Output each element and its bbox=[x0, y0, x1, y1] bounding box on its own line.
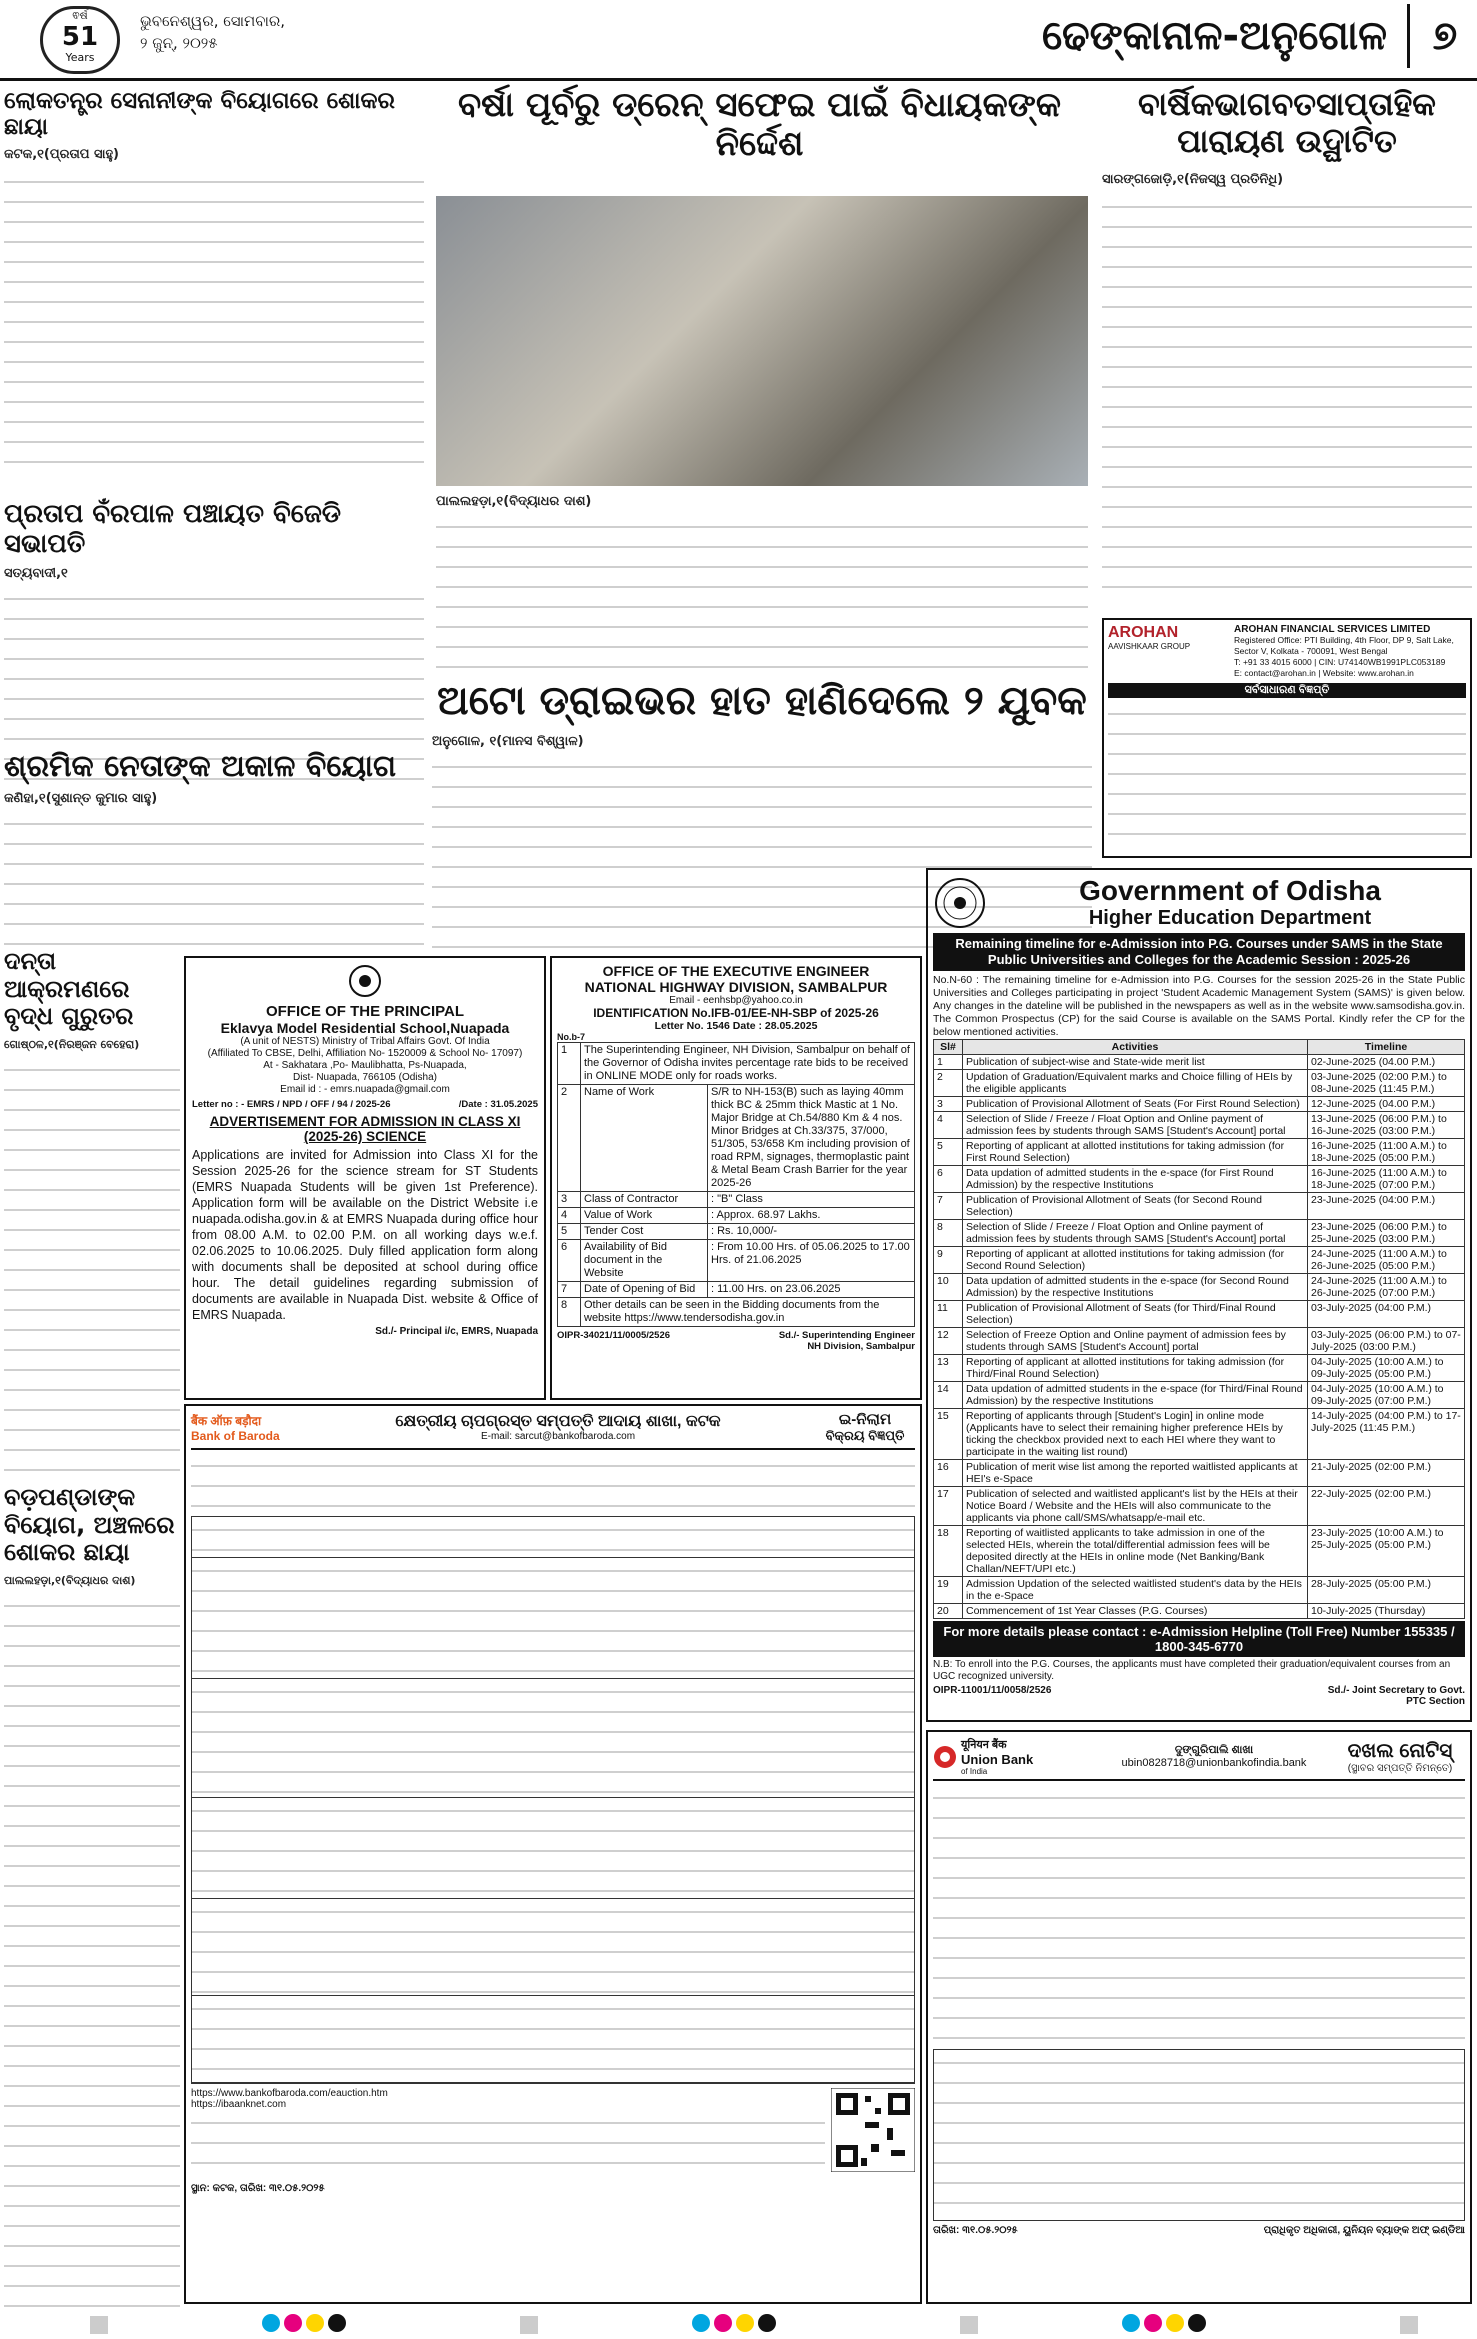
timeline-row bbox=[934, 1409, 1465, 1460]
arohan-brand: AROHAN bbox=[1108, 624, 1179, 641]
timeline-sl: 7 bbox=[934, 1193, 963, 1220]
timeline-sl: 15 bbox=[934, 1409, 963, 1460]
story-1 bbox=[4, 88, 424, 469]
timeline-activity: Commencement of 1st Year Classes (P.G. Courses) bbox=[963, 1604, 1308, 1619]
timeline-sl: 19 bbox=[934, 1577, 963, 1604]
timeline-activity: Reporting of applicants through [Student's Login] in online mode (Applicants have to select their remaining higher preference HEIs by ticking the checkbox provided next to each HEI where they want to participate in the waiting list round) bbox=[963, 1409, 1308, 1460]
arohan-contact: T: +91 33 4015 6000 | CIN: U74140WB1991PLC053189 bbox=[1234, 657, 1446, 667]
reg-yellow-1 bbox=[306, 2314, 324, 2332]
reg-black-2 bbox=[758, 2314, 776, 2332]
nh-row-number: 3 bbox=[558, 1192, 581, 1208]
arohan-notice-title: ସର୍ବସାଧାରଣ ବିଜ୍ଞପ୍ତି bbox=[1108, 683, 1466, 698]
timeline-activity: Reporting of applicant at allotted institutions for taking admission (for Second Round Selection) bbox=[963, 1247, 1308, 1274]
nh-sign1: Sd./- Superintending Engineer bbox=[778, 1330, 915, 1341]
nh-row-label: Availability of Bid document in the Website bbox=[581, 1240, 708, 1282]
union-notice-title: ଦଖଲ ନୋଟିସ୍ bbox=[1347, 1739, 1453, 1762]
timeline-activity: Data updation of admitted students in the e-space (for Second Round Admission) by the respective Institutions bbox=[963, 1274, 1308, 1301]
timeline-date: 04-July-2025 (10:00 A.M.) to 09-July-2025 (07:00 P.M.) bbox=[1308, 1382, 1465, 1409]
union-borrower-table bbox=[933, 2049, 1465, 2221]
nh-nb: No.b-7 bbox=[557, 1032, 585, 1042]
nh-email: Email - eenhsbp@yahoo.co.in bbox=[669, 995, 803, 1006]
bob-email: E-mail: sarcut@bankofbaroda.com bbox=[480, 1431, 636, 1442]
nh-table-row bbox=[558, 1085, 915, 1192]
nh-row-text: The Superintending Engineer, NH Division, Sambalpur on behalf of the Governor of Odisha invites percentage rate bids to be received in ONLINE MODE only for roads works. bbox=[581, 1043, 915, 1085]
timeline-row bbox=[934, 1220, 1465, 1247]
dateline bbox=[140, 10, 440, 54]
odisha-code: OIPR-11001/11/0058/2526 bbox=[933, 1685, 1052, 1696]
story-4-title: ପ୍ରତାପ ବଁରପାଳ ପଞ୍ଚାୟତ ବିଜେଡି ସଭାପତି bbox=[4, 499, 342, 559]
story-3-dateline: ସାରଙ୍ଗଜୋଡ଼ି,୧(ନିଜସ୍ୱ ପ୍ରତିନିଧି) bbox=[1102, 171, 1284, 187]
story-7-body bbox=[4, 1057, 180, 1477]
timeline-date: 16-June-2025 (11:00 A.M.) to 18-June-2025 (07:00 P.M.) bbox=[1308, 1166, 1465, 1193]
timeline-activity: Data updation of admitted students in the e-space (for Third/Final Round Admission) by the respective Institutions bbox=[963, 1382, 1308, 1409]
odisha-emblem-icon bbox=[933, 876, 987, 930]
badge-number: 51 bbox=[61, 22, 99, 52]
nh-title1: OFFICE OF THE EXECUTIVE ENGINEER bbox=[602, 963, 870, 979]
reg-square-2 bbox=[520, 2316, 538, 2334]
bob-brand-hi: बैंक ऑफ़ बड़ौदा bbox=[191, 1414, 262, 1428]
emrs-office: OFFICE OF THE PRINCIPAL bbox=[265, 1003, 465, 1020]
timeline-row bbox=[934, 1112, 1465, 1139]
bob-property-row bbox=[192, 1558, 914, 1679]
story-7 bbox=[4, 948, 180, 1477]
timeline-activity: Reporting of applicant at allotted institutions for taking admission (for Third/Final Round Selection) bbox=[963, 1355, 1308, 1382]
reg-black-1 bbox=[328, 2314, 346, 2332]
reg-magenta-2 bbox=[714, 2314, 732, 2332]
nh-row-number: 6 bbox=[558, 1240, 581, 1282]
story-3 bbox=[1102, 86, 1472, 594]
timeline-row bbox=[934, 1193, 1465, 1220]
nh-table-row bbox=[558, 1192, 915, 1208]
timeline-activity: Admission Updation of the selected waitlisted student's data by the HEIs in the e-Space bbox=[963, 1577, 1308, 1604]
timeline-row bbox=[934, 1055, 1465, 1070]
emrs-school: Eklavya Model Residential School,Nuapada bbox=[220, 1020, 510, 1036]
timeline-sl: 16 bbox=[934, 1460, 963, 1487]
nh-row-value: : "B" Class bbox=[708, 1192, 915, 1208]
emrs-email: Email id : - emrs.nuapada@gmail.com bbox=[280, 1084, 450, 1095]
badge-years: Years bbox=[65, 51, 95, 64]
timeline-date: 24-June-2025 (11:00 A.M.) to 26-June-2025 (05:00 P.M.) bbox=[1308, 1247, 1465, 1274]
story-4-dateline: ସତ୍ୟବାଦୀ,୧ bbox=[4, 565, 68, 581]
timeline-activity: Publication of Provisional Allotment of Seats (for Second Round Selection) bbox=[963, 1193, 1308, 1220]
nh-row-value: : Approx. 68.97 Lakhs. bbox=[708, 1208, 915, 1224]
timeline-sl: 2 bbox=[934, 1070, 963, 1097]
timeline-row bbox=[934, 1604, 1465, 1619]
section-title: ଢେଙ୍କାନାଳ-ଅନୁଗୋଳ bbox=[880, 4, 1410, 68]
nh-row-label: Tender Cost bbox=[581, 1224, 708, 1240]
timeline-date: 16-June-2025 (11:00 A.M.) to 18-June-2025 (05:00 P.M.) bbox=[1308, 1139, 1465, 1166]
timeline-row bbox=[934, 1070, 1465, 1097]
story-1-title: ଲୋକତନ୍ତ୍ର ସେନାନୀଙ୍କ ବିୟୋଗରେ ଶୋକର ଛାୟା bbox=[4, 88, 395, 141]
emrs-letter: Letter no : - EMRS / NPD / OFF / 94 / 2025-26 bbox=[192, 1099, 391, 1110]
union-brand-sub: of India bbox=[961, 1767, 988, 1776]
col-sl: Sl# bbox=[934, 1040, 963, 1055]
bob-property-table bbox=[191, 1516, 915, 2084]
arohan-name: AROHAN FINANCIAL SERVICES LIMITED bbox=[1234, 624, 1431, 635]
bob-property-row bbox=[192, 1798, 914, 1899]
odisha-nb: N.B: To enroll into the P.G. Courses, the applicants must have completed their graduation/equivalent courses from an UGC recognized university. bbox=[933, 1659, 1451, 1682]
nh-sign2: NH Division, Sambalpur bbox=[807, 1341, 915, 1352]
timeline-row bbox=[934, 1166, 1465, 1193]
story-3-title: ବାର୍ଷିକଭାଗବତସାପ୍ତାହିକ ପାରାୟଣ ଉଦ୍ଘାଟିତ bbox=[1138, 85, 1436, 160]
timeline-sl: 17 bbox=[934, 1487, 963, 1526]
story-7-dateline: ଗୋଷ୍ଠଳ,୧(ନିରଞ୍ଜନ ବେହେରା) bbox=[4, 1037, 140, 1051]
timeline-row bbox=[934, 1247, 1465, 1274]
reg-cyan-1 bbox=[262, 2314, 280, 2332]
story-5-title: ଅଟୋ ଡ୍ରାଇଭର ହାତ ହାଣିଦେଲେ ୨ ଯୁବକ bbox=[437, 678, 1087, 724]
timeline-activity: Publication of selected and waitlisted applicant's list by the HEIs at their Notice Board / Website and the HEIs will also communicate to the applicants via phone call/SMS/whatsapp/e-mail etc. bbox=[963, 1487, 1308, 1526]
arohan-body bbox=[1108, 701, 1466, 851]
date-city: ଭୁବନେଶ୍ୱର, ସୋମବାର, bbox=[140, 12, 286, 30]
bob-property-row bbox=[192, 1517, 914, 1558]
nh-row-label: Value of Work bbox=[581, 1208, 708, 1224]
reg-yellow-2 bbox=[736, 2314, 754, 2332]
anniversary-badge bbox=[40, 6, 120, 74]
timeline-date: 23-June-2025 (06:00 P.M.) to 25-June-2025 (03:00 P.M.) bbox=[1308, 1220, 1465, 1247]
timeline-activity: Reporting of applicant at allotted institutions for taking admission (for First Round Selection) bbox=[963, 1139, 1308, 1166]
nh-table bbox=[557, 1042, 915, 1327]
story-6-body bbox=[4, 811, 424, 961]
story-1-body bbox=[4, 169, 424, 469]
bob-branch: କ୍ଷେତ୍ରୀୟ ଚାପଗ୍ରସ୍ତ ସମ୍ପତ୍ତି ଆଦାୟ ଶାଖା, କଟକ bbox=[395, 1413, 721, 1430]
timeline-activity: Selection of Freeze Option and Online payment of admission fees by students through SAMS [Student's Account] portal bbox=[963, 1328, 1308, 1355]
reg-square-1 bbox=[90, 2316, 108, 2334]
union-sign: ପ୍ରାଧିକୃତ ଅଧିକାରୀ, ୟୁନିୟନ ବ୍ୟାଙ୍କ ଅଫ୍ ଇଣ୍ଡିଆ bbox=[1263, 2225, 1465, 2236]
reg-magenta-1 bbox=[284, 2314, 302, 2332]
timeline-sl: 4 bbox=[934, 1112, 963, 1139]
odisha-timeline-table bbox=[933, 1039, 1465, 1619]
timeline-activity: Selection of Slide / Freeze / Float Option and Online payment of admission fees by students through SAMS [Student's Account] portal bbox=[963, 1220, 1308, 1247]
timeline-sl: 14 bbox=[934, 1382, 963, 1409]
union-email: ubin0828718@unionbankofindia.bank bbox=[1121, 1757, 1307, 1769]
nh-row-value: : From 10.00 Hrs. of 05.06.2025 to 17.00 Hrs. of 21.06.2025 bbox=[708, 1240, 915, 1282]
timeline-activity: Updation of Graduation/Equivalent marks and Choice filling of HEIs by the eligible applicants bbox=[963, 1070, 1308, 1097]
odisha-ad bbox=[926, 868, 1472, 1722]
story-2 bbox=[432, 86, 1087, 164]
timeline-date: 21-July-2025 (02:00 P.M.) bbox=[1308, 1460, 1465, 1487]
nh-row-number: 5 bbox=[558, 1224, 581, 1240]
emrs-adv-title: ADVERTISEMENT FOR ADMISSION IN CLASS XI (2025-26) SCIENCE bbox=[209, 1114, 521, 1144]
nh-row-label: Date of Opening of Bid bbox=[581, 1282, 708, 1298]
nh-table-row bbox=[558, 1224, 915, 1240]
union-branch: ଦୁଙ୍ଗୁରିପାଲି ଶାଖା bbox=[1174, 1744, 1254, 1756]
timeline-sl: 13 bbox=[934, 1355, 963, 1382]
story-2-text bbox=[436, 492, 1088, 682]
arohan-sub: AAVISHKAAR GROUP bbox=[1108, 642, 1191, 651]
timeline-date: 22-July-2025 (02:00 P.M.) bbox=[1308, 1487, 1465, 1526]
union-brand-hi: यूनियन बैंक bbox=[961, 1739, 1007, 1751]
timeline-activity: Selection of Slide / Freeze / Float Option and Online payment of admission fees by students through SAMS [Student's Account] portal bbox=[963, 1112, 1308, 1139]
emrs-line1: (A unit of NESTS) Ministry of Tribal Affairs Govt. Of India bbox=[240, 1036, 490, 1047]
union-date: ତାରିଖ: ୩୧.୦୫.୨୦୨୫ bbox=[933, 2225, 1018, 2236]
timeline-row bbox=[934, 1328, 1465, 1355]
union-notice-sub: (ସ୍ଥାବର ସମ୍ପତ୍ତି ନିମନ୍ତେ) bbox=[1347, 1762, 1453, 1774]
reg-yellow-3 bbox=[1166, 2314, 1184, 2332]
print-registration-bar bbox=[0, 2314, 1477, 2336]
nh-table-row bbox=[558, 1298, 915, 1327]
timeline-date: 04-July-2025 (10:00 A.M.) to 09-July-2025 (05:00 P.M.) bbox=[1308, 1355, 1465, 1382]
story-3-body bbox=[1102, 194, 1472, 594]
emblem-icon bbox=[348, 964, 382, 998]
story-8 bbox=[4, 1484, 180, 2313]
arohan-office: Registered Office: PTI Building, 4th Floor, DP 9, Salt Lake, Sector V, Kolkata - 700091, West Bengal bbox=[1234, 635, 1454, 656]
bob-intro bbox=[191, 1453, 915, 1513]
arohan-email: E: contact@arohan.in | Website: www.arohan.in bbox=[1234, 668, 1414, 678]
nh-row-label: Name of Work bbox=[581, 1085, 708, 1192]
meeting-photo bbox=[436, 196, 1088, 486]
odisha-gov: Government of Odisha bbox=[1079, 875, 1381, 906]
nh-row-value: S/R to NH-153(B) such as laying 40mm thick BC & 25mm thick Mastic at 1 No. Major Bridge at Ch.54/880 Km & 4 nos. Minor Bridges at Ch.33/375, 37/000, 51/305, 53/658 Km including provision of road RPM, signages, thermoplastic paint & Metal Beam Crash Barrier for the year 2025-26 bbox=[708, 1085, 915, 1192]
timeline-date: 03-July-2025 (06:00 P.M.) to 07-July-2025 (03:00 P.M.) bbox=[1308, 1328, 1465, 1355]
timeline-row bbox=[934, 1355, 1465, 1382]
nh-row-value: : Rs. 10,000/- bbox=[708, 1224, 915, 1240]
union-bank-ad bbox=[926, 1730, 1472, 2304]
timeline-date: 24-June-2025 (11:00 A.M.) to 26-June-2025 (07:00 P.M.) bbox=[1308, 1274, 1465, 1301]
nh-row-text: Other details can be seen in the Bidding documents from the website https://www.tendersodisha.gov.in bbox=[581, 1298, 915, 1327]
reg-square-4 bbox=[1400, 2316, 1418, 2334]
timeline-sl: 10 bbox=[934, 1274, 963, 1301]
odisha-helpline: For more details please contact : e-Admission Helpline (Toll Free) Number 155335 / 1800-345-6770 bbox=[933, 1621, 1465, 1657]
timeline-row bbox=[934, 1301, 1465, 1328]
timeline-sl: 1 bbox=[934, 1055, 963, 1070]
timeline-sl: 5 bbox=[934, 1139, 963, 1166]
reg-cyan-3 bbox=[1122, 2314, 1140, 2332]
timeline-sl: 12 bbox=[934, 1328, 963, 1355]
emrs-line3: At - Sakhatara ,Po- Maulibhatta, Ps-Nuapada, bbox=[263, 1060, 467, 1071]
timeline-date: 03-July-2025 (04:00 P.M.) bbox=[1308, 1301, 1465, 1328]
timeline-date: 23-June-2025 (04:00 P.M.) bbox=[1308, 1193, 1465, 1220]
nh-row-number: 2 bbox=[558, 1085, 581, 1192]
bob-property-row bbox=[192, 1899, 914, 1996]
odisha-dept: Higher Education Department bbox=[1088, 907, 1372, 929]
story-8-dateline: ପାଲଲହଡ଼ା,୧(ବିଦ୍ୟାଧର ଦାଶ) bbox=[4, 1573, 136, 1587]
timeline-row bbox=[934, 1097, 1465, 1112]
story-2-title: ବର୍ଷା ପୂର୍ବରୁ ଡ୍ରେନ୍ ସଫେଇ ପାଇଁ ବିଧାୟକଙ୍କ ନିର୍ଦ୍ଦେଶ bbox=[457, 85, 1062, 165]
emrs-date: /Date : 31.05.2025 bbox=[458, 1099, 538, 1110]
bob-auction-ad bbox=[184, 1404, 922, 2304]
nh-row-number: 8 bbox=[558, 1298, 581, 1327]
timeline-sl: 18 bbox=[934, 1526, 963, 1577]
nh-table-row bbox=[558, 1043, 915, 1085]
timeline-activity: Publication of Provisional Allotment of Seats (For First Round Selection) bbox=[963, 1097, 1308, 1112]
timeline-row bbox=[934, 1487, 1465, 1526]
timeline-date: 12-June-2025 (04.00 P.M.) bbox=[1308, 1097, 1465, 1112]
timeline-activity: Reporting of waitlisted applicants to take admission in one of the selected HEIs, wherein the total/differential admission fees will be deposited directly at the HEIs in online mode (Net Banking/Bank Challan/NEFT/UPI etc.) bbox=[963, 1526, 1308, 1577]
nh-title2: NATIONAL HIGHWAY DIVISION, SAMBALPUR bbox=[584, 979, 888, 995]
story-8-title: ବଡ଼ପଣ୍ଡାଙ୍କ ବିୟୋଗ, ଅଞ୍ଚଳରେ ଶୋକର ଛାୟା bbox=[4, 1483, 175, 1567]
nh-table-row bbox=[558, 1282, 915, 1298]
union-notice-body bbox=[933, 1785, 1465, 2045]
bob-sale-notice: ବିକ୍ରୟ ବିଜ୍ଞପ୍ତି bbox=[825, 1428, 905, 1443]
arohan-ad bbox=[1102, 618, 1472, 858]
union-bank-logo-icon bbox=[933, 1745, 957, 1769]
timeline-sl: 9 bbox=[934, 1247, 963, 1274]
odisha-sign2: PTC Section bbox=[1406, 1696, 1465, 1707]
nh-letter: Letter No. 1546 Date : 28.05.2025 bbox=[654, 1020, 818, 1032]
emrs-ad bbox=[184, 956, 546, 1400]
header-rule bbox=[0, 78, 1477, 81]
reg-cyan-2 bbox=[692, 2314, 710, 2332]
odisha-intro: No.N-60 : The remaining timeline for e-Admission into P.G. Courses for the session 2025-26 in the State Public Universities and Colleges participating in project 'Student Academic Management System (SAMS)' is given below. Any changes in the dateline will be published in the newspapers as well as in the website www.samsodisha.gov.in. The Common Prospectus (CP) for the said Course is available on the SAMS Portal. Kindly refer the CP for the below mentioned activities. bbox=[933, 974, 1465, 1038]
nh-row-value: : 11.00 Hrs. on 23.06.2025 bbox=[708, 1282, 915, 1298]
timeline-date: 14-July-2025 (04:00 P.M.) to 17-July-2025 (11:45 P.M.) bbox=[1308, 1409, 1465, 1460]
nh-code: OIPR-34021/11/0005/2526 bbox=[557, 1330, 671, 1341]
timeline-sl: 8 bbox=[934, 1220, 963, 1247]
timeline-sl: 6 bbox=[934, 1166, 963, 1193]
bob-website2[interactable]: https://ibaanknet.com bbox=[191, 2099, 287, 2110]
bob-brand-en: Bank of Baroda bbox=[191, 1429, 280, 1443]
timeline-date: 23-July-2025 (10:00 A.M.) to 25-July-2025 (05:00 P.M.) bbox=[1308, 1526, 1465, 1577]
col-activities: Activities bbox=[963, 1040, 1308, 1055]
bob-property-row bbox=[192, 1996, 914, 2083]
timeline-activity: Data updation of admitted students in the e-space (for First Round Admission) by the respective Institutions bbox=[963, 1166, 1308, 1193]
timeline-row bbox=[934, 1139, 1465, 1166]
story-6 bbox=[4, 750, 424, 961]
emrs-line2: (Affiliated To CBSE, Delhi, Affiliation No- 1520009 & School No- 17097) bbox=[207, 1048, 523, 1059]
bob-eauction: ଇ-ନିଲାମ bbox=[838, 1411, 892, 1428]
badge-label: ଵର୍ଷ bbox=[72, 9, 88, 22]
timeline-row bbox=[934, 1274, 1465, 1301]
reg-black-3 bbox=[1188, 2314, 1206, 2332]
bob-terms bbox=[191, 2110, 825, 2180]
timeline-activity: Publication of merit wise list among the reported waitlisted applicants at HEI's e-Space bbox=[963, 1460, 1308, 1487]
nh-row-number: 7 bbox=[558, 1282, 581, 1298]
timeline-date: 02-June-2025 (04.00 P.M.) bbox=[1308, 1055, 1465, 1070]
timeline-date: 03-June-2025 (02:00 P.M.) to 08-June-2025 (11:45 P.M.) bbox=[1308, 1070, 1465, 1097]
reg-square-3 bbox=[960, 2316, 978, 2334]
timeline-row bbox=[934, 1526, 1465, 1577]
odisha-sign1: Sd./- Joint Secretary to Govt. bbox=[1327, 1685, 1465, 1696]
nh-row-label: Class of Contractor bbox=[581, 1192, 708, 1208]
reg-magenta-3 bbox=[1144, 2314, 1162, 2332]
nh-table-row bbox=[558, 1240, 915, 1282]
timeline-sl: 11 bbox=[934, 1301, 963, 1328]
timeline-sl: 20 bbox=[934, 1604, 963, 1619]
bob-place: ସ୍ଥାନ: କଟକ, ତାରିଖ: ୩୧.୦୫.୨୦୨୫ bbox=[191, 2183, 325, 2194]
story-1-dateline: କଟକ,୧(ପ୍ରତାପ ସାହୁ) bbox=[4, 146, 119, 162]
nh-row-number: 1 bbox=[558, 1043, 581, 1085]
timeline-row bbox=[934, 1577, 1465, 1604]
story-7-title: ଦନ୍ତା ଆକ୍ରମଣରେ ବୃଦ୍ଧ ଗୁରୁତର bbox=[4, 947, 134, 1031]
nh-ad bbox=[550, 956, 922, 1400]
timeline-row bbox=[934, 1460, 1465, 1487]
emrs-body: Applications are invited for Admission into Class XI for the Session 2025-26 for the science stream for ST Students (EMRS Nuapada Students will be given 1st Preference). Application form will be available on the District Website i.e nuapada.odisha.gov.in & at EMRS Nuapada during office hour from 08.00 A.M. to 02.00 P.M. on all working days w.e.f. 02.06.2025 to 10.06.2025. Duly filled application form along with documents shall be deposited at school during office hour. The detail guidelines regarding submission of documents are available in Nuapada Dist. website & Office of EMRS Nuapada. bbox=[192, 1148, 538, 1322]
timeline-date: 13-June-2025 (06:00 P.M.) to 16-June-2025 (03:00 P.M.) bbox=[1308, 1112, 1465, 1139]
story-6-dateline: କଣିହା,୧(ସୁଶାନ୍ତ କୁମାର ସାହୁ) bbox=[4, 790, 158, 806]
story-2-body bbox=[436, 514, 1088, 682]
timeline-date: 28-July-2025 (05:00 P.M.) bbox=[1308, 1577, 1465, 1604]
story-6-title: ଶ୍ରମିକ ନେତାଙ୍କ ଅକାଳ ବିୟୋଗ bbox=[4, 749, 397, 784]
nh-ident: IDENTIFICATION No.IFB-01/EE-NH-SBP of 2025-26 bbox=[593, 1006, 879, 1020]
date-text: ୨ ଜୁନ୍, ୨୦୨୫ bbox=[140, 34, 218, 52]
masthead bbox=[0, 0, 1477, 80]
timeline-activity: Publication of Provisional Allotment of Seats (for Third/Final Round Selection) bbox=[963, 1301, 1308, 1328]
nh-table-row bbox=[558, 1208, 915, 1224]
col-timeline: Timeline bbox=[1308, 1040, 1465, 1055]
bob-property-row bbox=[192, 1679, 914, 1798]
union-brand-en: Union Bank bbox=[961, 1752, 1034, 1767]
timeline-row bbox=[934, 1382, 1465, 1409]
qr-code-icon bbox=[831, 2088, 915, 2172]
timeline-activity: Publication of subject-wise and State-wide merit list bbox=[963, 1055, 1308, 1070]
story-8-body bbox=[4, 1593, 180, 2313]
emrs-sign: Sd./- Principal i/c, EMRS, Nuapada bbox=[375, 1326, 538, 1337]
timeline-sl: 3 bbox=[934, 1097, 963, 1112]
story-4 bbox=[4, 500, 424, 786]
story-5-dateline: ଅନୁଗୋଳ, ୧(ମାନସ ବିଶ୍ୱାଳ) bbox=[432, 734, 584, 749]
emrs-line4: Dist- Nuapada, 766105 (Odisha) bbox=[293, 1072, 437, 1083]
page-number: ୭ bbox=[1432, 13, 1458, 59]
odisha-banner: Remaining timeline for e-Admission into P.G. Courses under SAMS in the State Public Universities and Colleges for the Academic Session : 2025-26 bbox=[933, 933, 1465, 971]
nh-row-number: 4 bbox=[558, 1208, 581, 1224]
story-2-dateline: ପାଲଲହଡ଼ା,୧(ବିଦ୍ୟାଧର ଦାଶ) bbox=[436, 494, 592, 509]
timeline-date: 10-July-2025 (Thursday) bbox=[1308, 1604, 1465, 1619]
bob-website[interactable]: https://www.bankofbaroda.com/eauction.htm bbox=[191, 2088, 388, 2099]
